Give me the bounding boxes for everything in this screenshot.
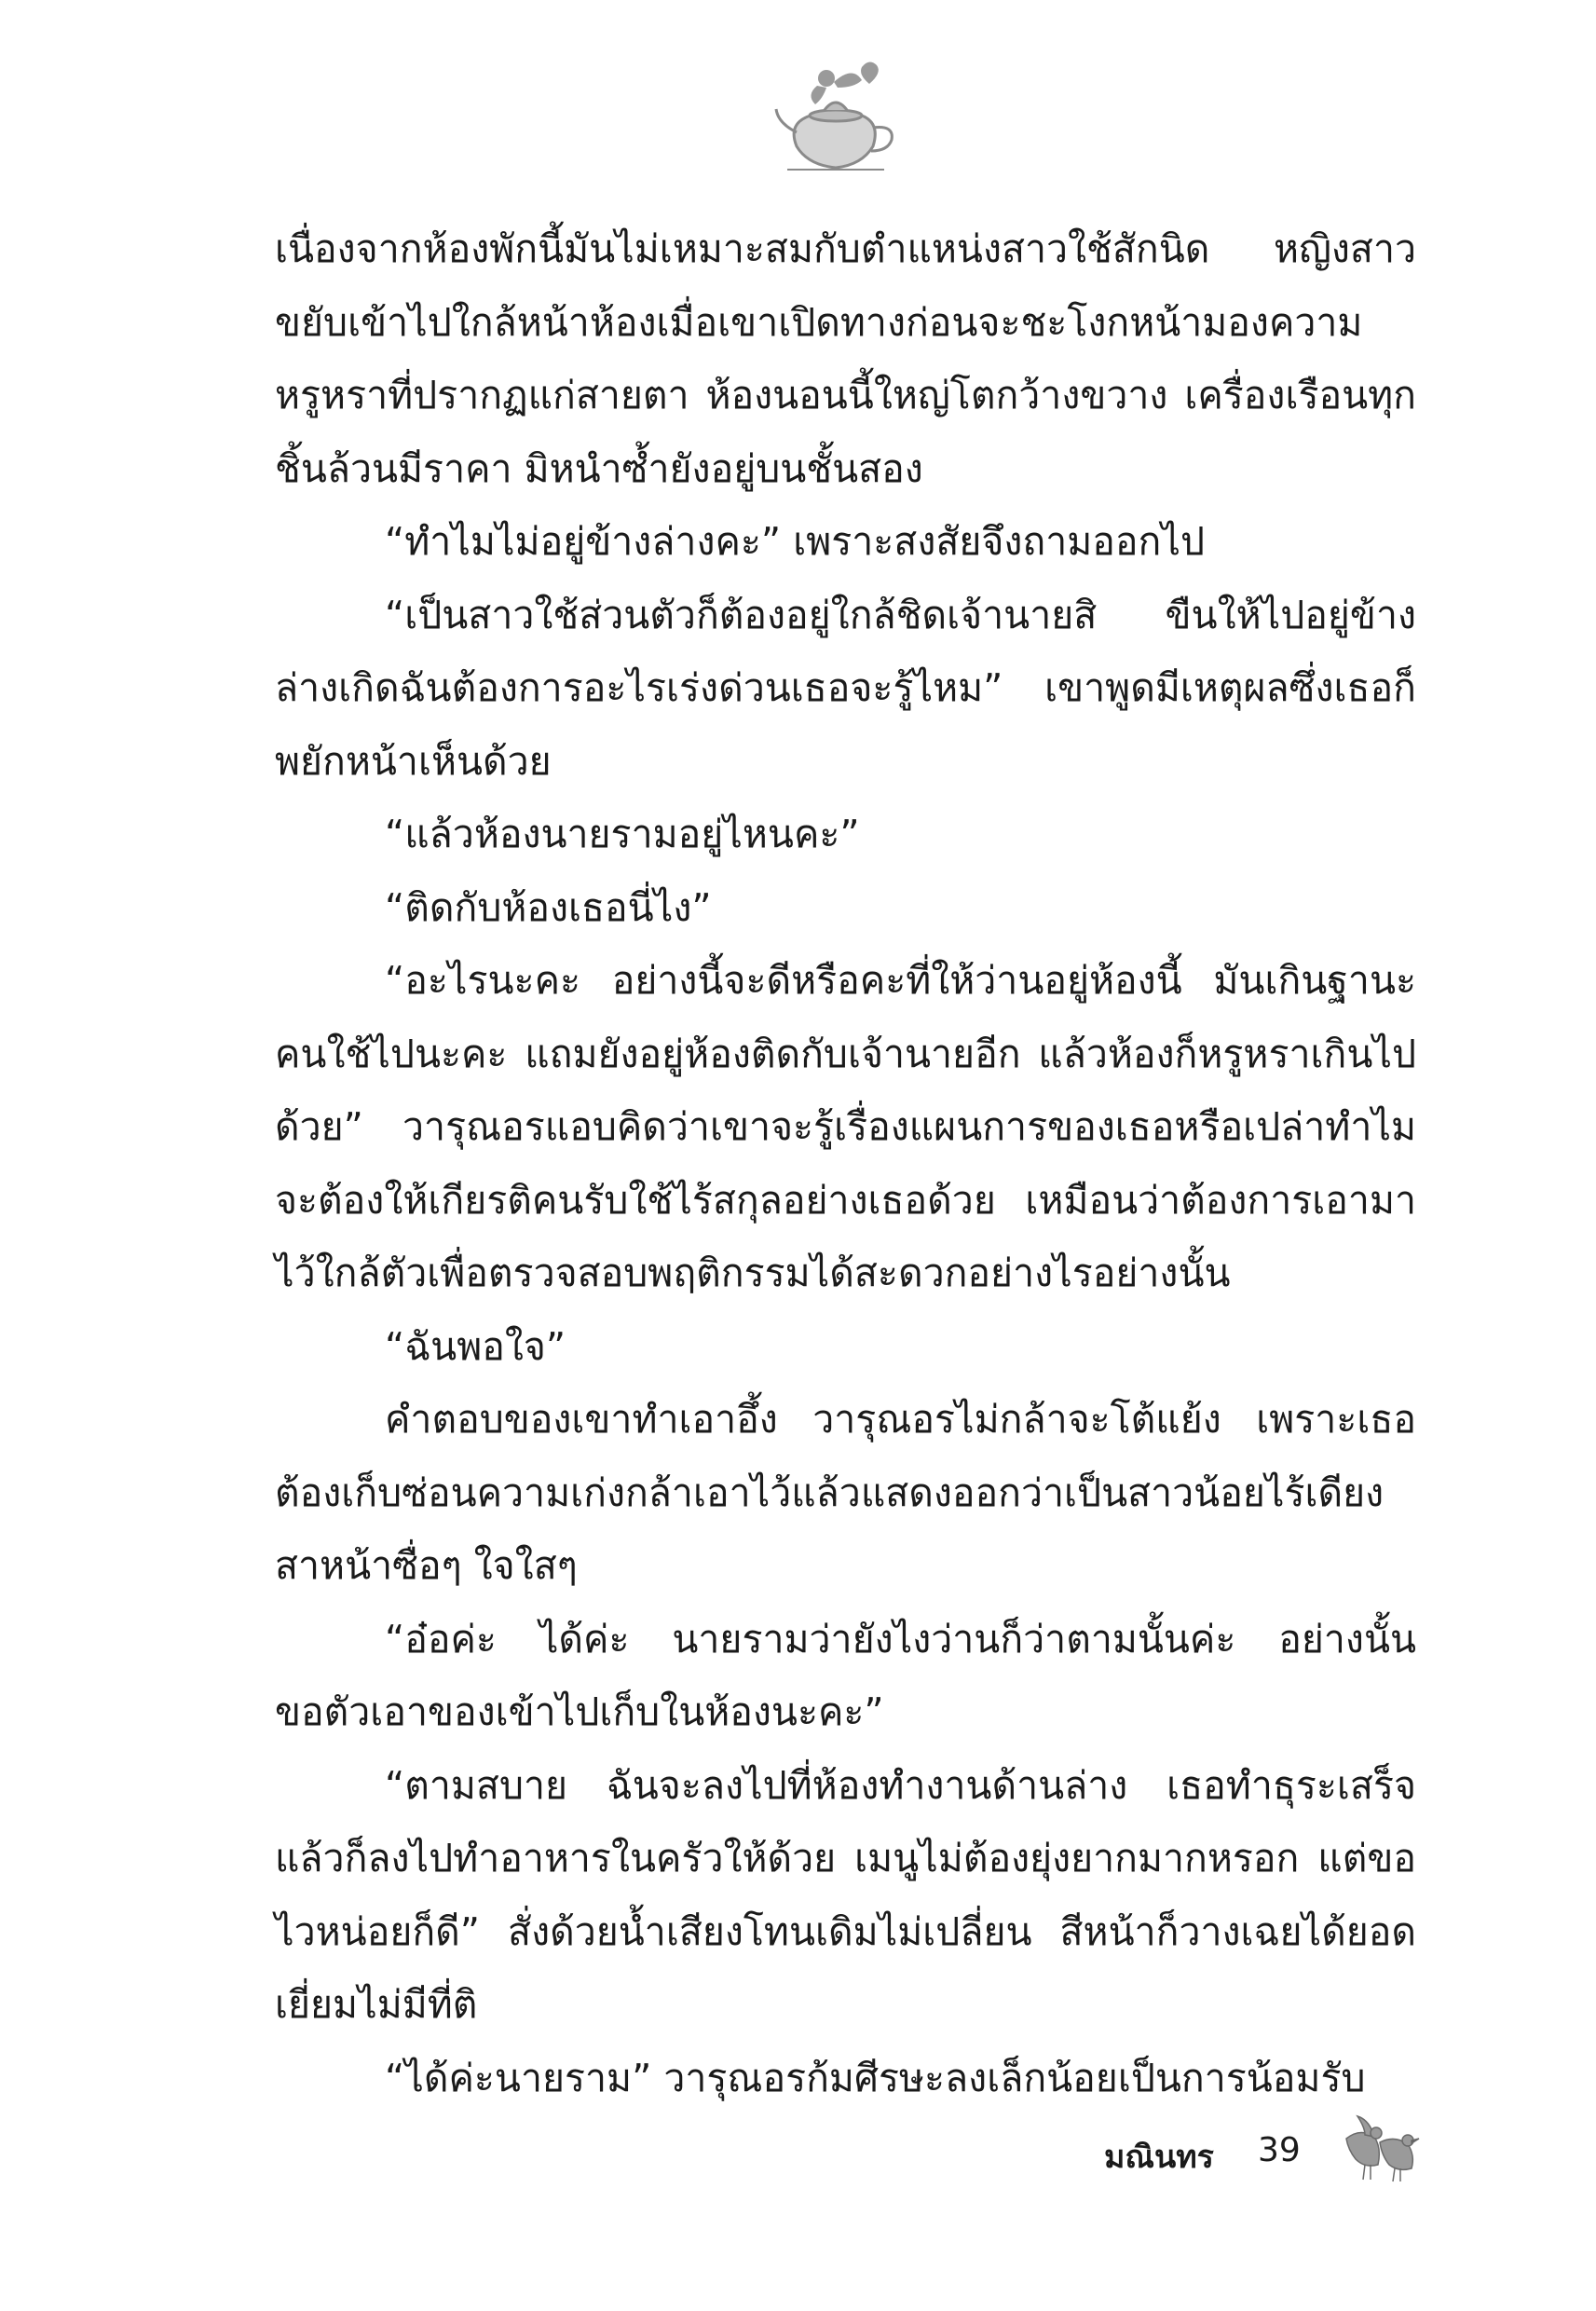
paragraph: “แล้วห้องนายรามอยู่ไหนคะ”: [385, 812, 860, 856]
paragraph: “ฉันพอใจ”: [385, 1323, 566, 1369]
paragraph: “อ๋อค่ะ ได้ค่ะ นายรามว่ายังไงว่านก็ว่าตามนั้นค่ะ อย่างนั้นขอตัวเอาของเข้าไปเก็บในห้องนะคะ”: [275, 1616, 1416, 1734]
paragraph: คำตอบของเขาทำเอาอึ้ง วารุณอรไม่กล้าจะโต้แย้ง เพราะเธอต้องเก็บซ่อนความเก่งกล้าเอาไว้แล้วแสดงออกว่าเป็นสาวน้อยไร้เดียงสาหน้าซื่อๆ ใจใสๆ: [275, 1397, 1416, 1588]
paragraph: “อะไรนะคะ อย่างนี้จะดีหรือคะที่ให้ว่านอยู่ห้องนี้ มันเกินฐานะคนใช้ไปนะคะ แถมยังอยู่ห้องติดกับเจ้านายอีก แล้วห้องก็หรูหราเกินไปด้วย” วารุณอรแอบคิดว่าเขาจะรู้เรื่องแผนการของเธอหรือเปล่าทำไมจะต้องให้เกียรติคนรับใช้ไร้สกุลอย่างเธอด้วย เหมือนว่าต้องการเอามาไว้ใกล้ตัวเพื่อตรวจสอบพฤติกรรมได้สะดวกอย่างไรอย่างนั้น: [275, 958, 1416, 1295]
page-number: 39: [1258, 2131, 1301, 2169]
two-birds-icon: [1337, 2111, 1421, 2185]
paragraph: “ตามสบาย ฉันจะลงไปที่ห้องทำงานด้านล่าง เธอทำธุระเสร็จแล้วก็ลงไปทำอาหารในครัวให้ด้วย เมนูไม่ต้องยุ่งยากมากหรอก แต่ขอไวหน่อยก็ดี” สั่งด้วยน้ำเสียงโทนเดิมไม่เปลี่ยน สีหน้าก็วางเฉยได้ยอดเยี่ยมไม่มีที่ติ: [275, 1762, 1416, 2027]
paragraph: “ทำไมไม่อยู่ข้างล่างคะ” เพราะสงสัยจึงถามออกไป: [385, 519, 1206, 564]
book-title: มณินทร: [1104, 2139, 1214, 2176]
paragraph: “เป็นสาวใช้ส่วนตัวก็ต้องอยู่ใกล้ชิดเจ้านายสิ ขืนให้ไปอยู่ข้างล่างเกิดฉันต้องการอะไรเร่งด่วนเธอจะรู้ไหม” เขาพูดมีเหตุผลซึ่งเธอก็พยักหน้าเห็นด้วย: [275, 592, 1416, 784]
paragraph: “ได้ค่ะนายราม” วารุณอรก้มศีรษะลงเล็กน้อยเป็นการน้อมรับ: [385, 2055, 1366, 2100]
page-footer: [1104, 2111, 1421, 2185]
paragraph: “ติดกับห้องเธอนี่ไง”: [385, 884, 712, 930]
body-text: [275, 212, 1416, 2114]
teapot-ornament-icon: [769, 58, 904, 179]
paragraph: เนื่องจากห้องพักนี้มันไม่เหมาะสมกับตำแหน่งสาวใช้สักนิด หญิงสาวขยับเข้าไปใกล้หน้าห้องเมื่อเขาเปิดทางก่อนจะชะโงกหน้ามองความหรูหราที่ปรากฏแก่สายตา ห้องนอนนี้ใหญ่โตกว้างขวาง เครื่องเรือนทุกชิ้นล้วนมีราคา มิหนำซ้ำยังอยู่บนชั้นสอง: [275, 226, 1416, 491]
